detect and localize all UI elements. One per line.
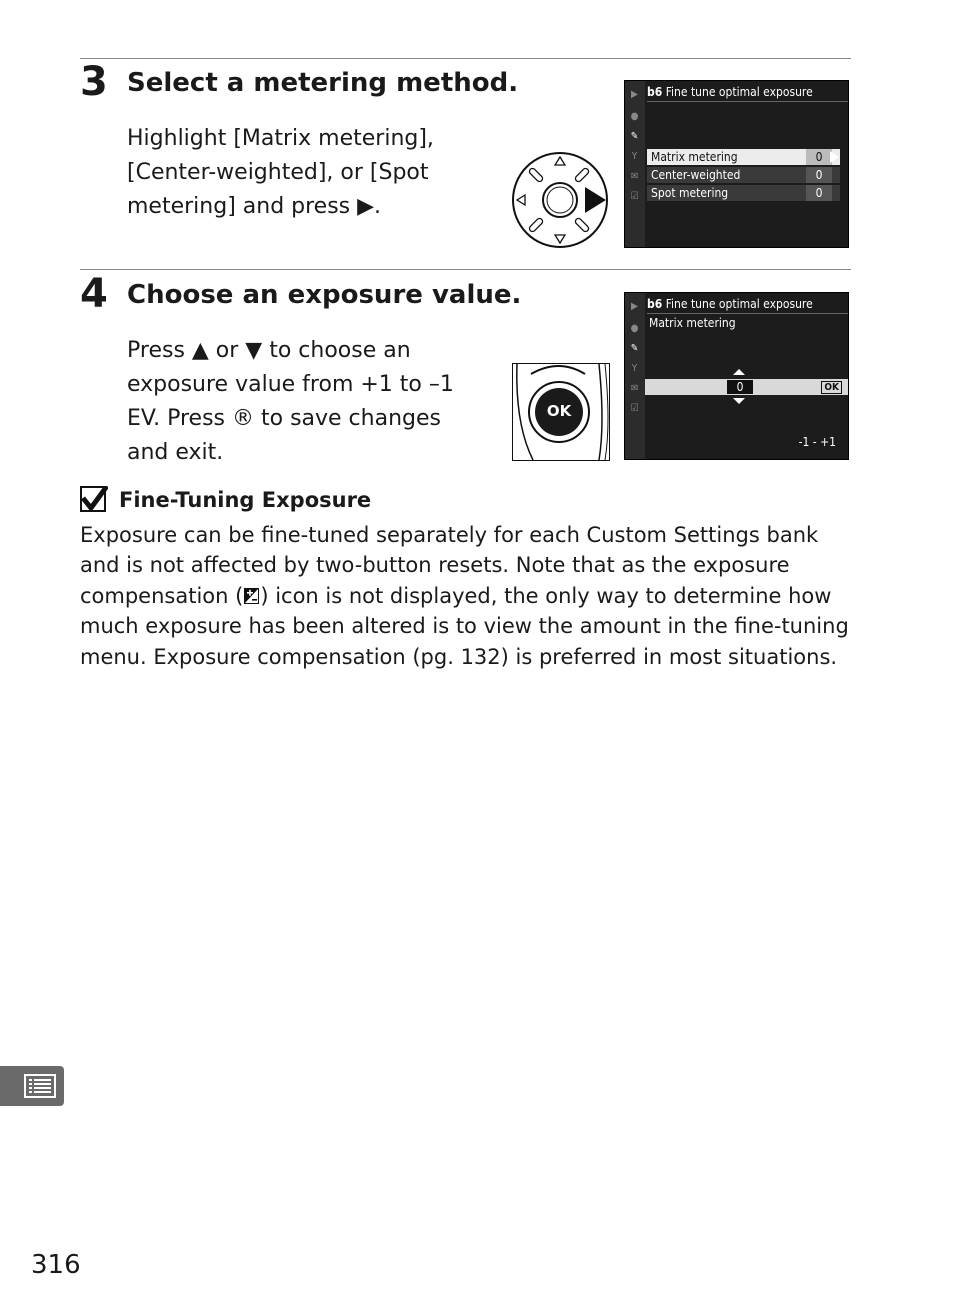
- row-label: Center-weighted: [651, 168, 741, 182]
- step-3-number: 3: [80, 59, 108, 105]
- custom-settings-pencil-icon: ✎: [630, 131, 639, 142]
- screen-1-title: [647, 83, 848, 102]
- section-tab: [0, 1066, 64, 1106]
- exposure-compensation-icon: [243, 587, 260, 605]
- value-down-arrow-icon: [733, 398, 745, 404]
- menu-title: Fine tune optimal exposure: [665, 85, 813, 99]
- camera-menu-screen-value: [624, 292, 849, 460]
- setup-tab-icon: Y: [631, 363, 638, 374]
- check-note-icon: [80, 486, 108, 512]
- row-value: 0: [806, 167, 832, 183]
- screen-2-title: [647, 295, 848, 314]
- top-rule: [80, 58, 851, 59]
- note-title: Fine-Tuning Exposure: [119, 488, 372, 512]
- my-menu-tab-icon: ☑: [630, 403, 639, 414]
- playback-tab-icon: ▶: [631, 301, 638, 312]
- row-label: Spot metering: [651, 186, 729, 200]
- menu-title: Fine tune optimal exposure: [665, 297, 813, 311]
- playback-tab-icon: ▶: [631, 89, 638, 100]
- multi-selector-icon: [511, 151, 609, 249]
- custom-settings-tab-icon: [24, 1074, 56, 1098]
- exposure-value[interactable]: 0: [727, 380, 753, 394]
- ok-indicator: OK: [821, 381, 842, 394]
- menu-row-matrix[interactable]: [647, 149, 840, 165]
- menu-row-spot[interactable]: [647, 185, 840, 201]
- menu-tab-sidebar: [625, 81, 645, 247]
- step-4-number: 4: [80, 271, 108, 317]
- middle-rule: [80, 269, 851, 270]
- screen-2-subtitle: Matrix metering: [649, 316, 736, 330]
- menu-code: b6: [647, 85, 663, 99]
- ok-button-illustration: [512, 363, 610, 461]
- retouch-tab-icon: ✉: [630, 383, 639, 394]
- menu-code: b6: [647, 297, 663, 311]
- ok-button-label: OK: [546, 402, 572, 420]
- step-3-body: Highlight [Matrix metering], [Center-weighted], or [Spot metering] and press ▶.: [127, 126, 434, 219]
- custom-settings-pencil-icon: ✎: [630, 343, 639, 354]
- row-value: 0: [806, 185, 832, 201]
- shooting-tab-icon: ●: [630, 323, 639, 334]
- row-value: 0: [806, 149, 832, 165]
- menu-row-center[interactable]: [647, 167, 840, 183]
- step-3-title: Select a metering method.: [127, 68, 519, 98]
- menu-tab-sidebar: [625, 293, 645, 459]
- page-number: 316: [31, 1250, 81, 1280]
- my-menu-tab-icon: ☑: [630, 191, 639, 202]
- row-arrow-right-icon: [830, 151, 839, 163]
- camera-menu-screen-list: [624, 80, 849, 248]
- shooting-tab-icon: ●: [630, 111, 639, 122]
- setup-tab-icon: Y: [631, 151, 638, 162]
- value-up-arrow-icon: [733, 369, 745, 375]
- value-range: -1 - +1: [798, 435, 836, 449]
- row-label: Matrix metering: [651, 150, 738, 164]
- note-text-2: ) icon is not displayed, the only way to determine how much exposure has been altered is to view the amount in the fine-tuning menu. Exposure compensation (pg. 132) is preferred in most situations.: [80, 583, 849, 669]
- note-text-1: Exposure can be fine-tuned separately for each Custom Settings bank and is not affected by two-button resets. Note that as the exposure compensation (: [80, 523, 819, 608]
- step-4-title: Choose an exposure value.: [127, 280, 522, 310]
- note-body: [80, 520, 860, 672]
- retouch-tab-icon: ✉: [630, 171, 639, 182]
- step-4-body: Press ▲ or ▼ to choose an exposure value from +1 to –1 EV. Press ® to save changes and exit.: [127, 338, 454, 465]
